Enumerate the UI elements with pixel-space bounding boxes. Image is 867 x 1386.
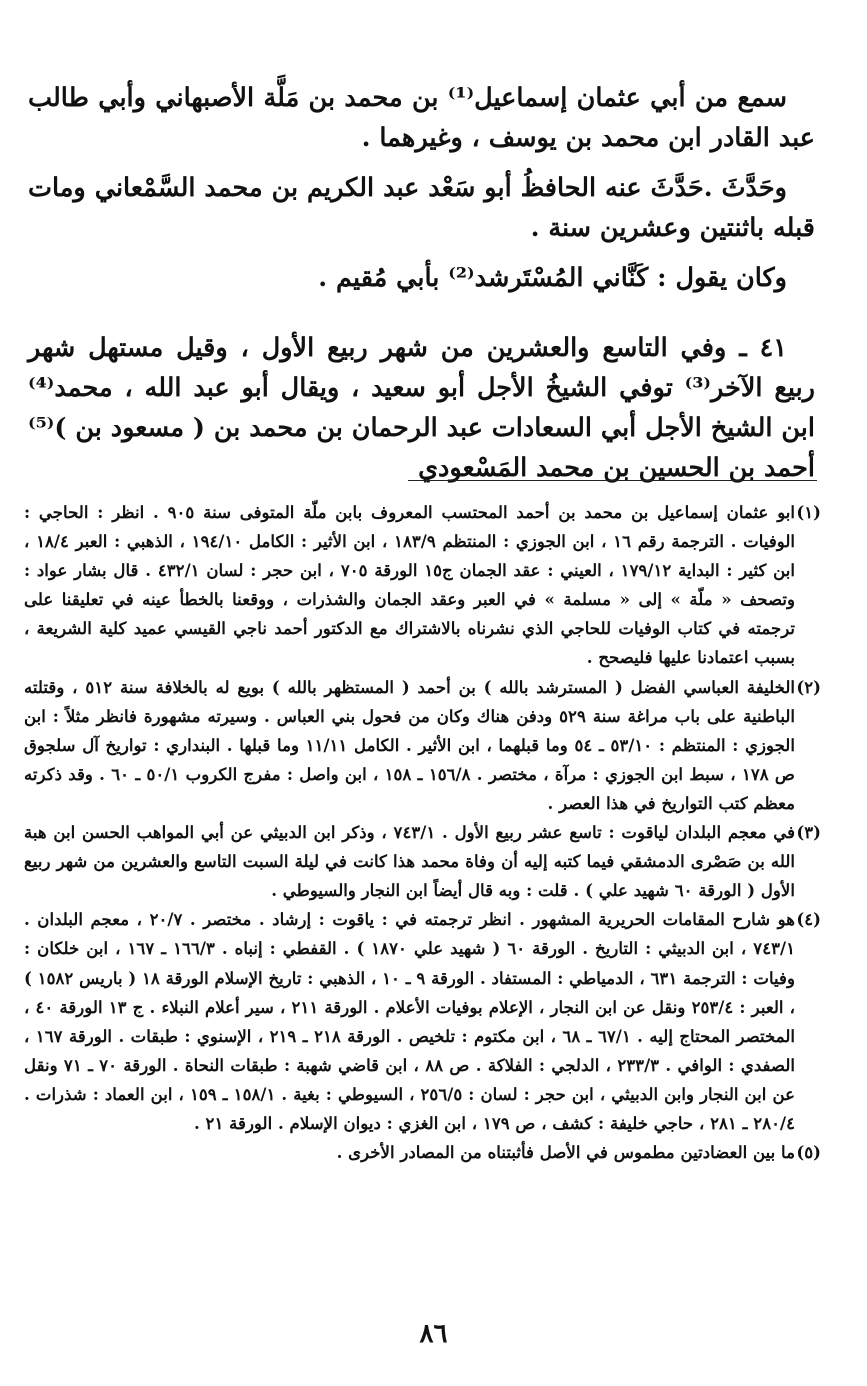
footnote-number: (١) (796, 502, 821, 522)
footnote-text: هو شارح المقامات الحريرية المشهور . انظر ترجمته في : ياقوت : إرشاد . مختصر . ٢٠/٧ ، معجم البلدان . ٧٤٣/١ ، ابن الدبيثي : التاريخ . الورقة ٦٠ ( شهيد علي ١٨٧٠ ) . القفطي : إنباه . ١٦٦/٣ ـ ١٦٧ ، ابن خلكان : وفيات : الترجمة ٦٣١ ، الدمياطي : المستفاد . الورقة ٩ ـ ١٠ ، الذهبي : تاريخ الإسلام الورقة ١٨ ( باريس ١٥٨٢ ) ، العبر : ٢٥٣/٤ ونقل عن ابن النجار ، الإعلام بوفيات الأعلام . الورقة ٢١١ ، سير أعلام النبلاء . ج ١٣ الورقة ٤٠ ، المختصر المحتاج إليه . ٦٧/١ ـ ٦٨ ، ابن مكتوم : تلخيص . الورقة ٢١٨ ـ ٢١٩ ، الإسنوي : طبقات . الورقة ١٦٧ ، الصفدي : الوافي . ٢٣٣/٣ ، الدلجي : الفلاكة . ص ٨٨ ، ابن قاضي شهبة : طبقات النحاة . الورقة ٧٠ ـ ٧١ ونقل عن ابن النجار وابن الدبيثي ، ابن حجر : لسان : ٢٥٦/٥ ، السيوطي : بغية . ١٥٨/١ ـ ١٥٩ ، ابن العماد : شذرات . ٢٨٠/٤ ـ ٢٨١ ، حاجي خليفة : كشف ، ص ١٧٩ ، ابن الغزي : ديوان الإسلام . الورقة ٢١ . (24, 909, 796, 1133)
footnote-text: الخليفة العباسي الفضل ( المسترشد بالله ) بن أحمد ( المستظهر بالله ) بويع له بالخلافة سنة ٥١٢ ، وقتلته الباطنية على باب مراغة سنة ٥٢٩ ودفن هناك وكان من فحول بني العباس . وسيرته مشهورة فانظر مثلاً : ابن الجوزي : المنتظم : ٥٣/١٠ ـ ٥٤ وما قبلهما ، ابن الأثير . الكامل ١١/١١ وما قبلها . البنداري : تواريخ آل سلجوق ص ١٧٨ ، سبط ابن الجوزي : مرآة ، مختصر . ١٥٦/٨ ـ ١٥٨ ، ابن واصل : مفرج الكروب ٥٠/١ ـ ٦٠ . وقد ذكرته معظم كتب التواريخ في هذا العصر . (24, 676, 795, 813)
footnotes (24, 498, 821, 1167)
footnote-number: (٤) (796, 909, 821, 930)
footnote-divider (408, 480, 817, 481)
footnote (24, 1138, 821, 1167)
footnote-text: ابو عثمان إسماعيل بن محمد بن أحمد المحتسب المعروف بابن ملّة المتوفى سنة ٩٠٥ . انظر : الحاجي : الوفيات . الترجمة رقم ١٦ ، ابن الجوزي : المنتظم ١٨٣/٩ ، ابن الأثير : الكامل ١٩٤/١٠ ، الذهبي : العبر ١٨/٤ ، ابن كثير : البداية ١٧٩/١٢ ، العيني : عقد الجمان ج١٥ الورقة ٧٠٥ ، ابن حجر : لسان ٤٣٢/١ . قال بشار عواد : وتصحف « ملّة » إلى « مسلمة » في العبر وعقد الجمان والشذرات ، ووقعنا بالخطأ عينه في تعليقنا على ترجمته في كتاب الوفيات للحاجي الذي نشرناه بالاشتراك مع الدكتور أحمد ناجي القيسي عميد كلية الشريعة ، بسبب اعتمادنا عليها فليصحح . (24, 502, 795, 668)
footnote-number: (٢) (796, 676, 821, 697)
biography-entry: ٤١ ـ وفي التاسع والعشرين من شهر ربيع الأول ، وقيل مستهل شهر ربيع الآخر⁽³⁾ توفي الشيخُ الأجل أبو سعيد ، ويقال أبو عبد الله ، محمد⁽⁴⁾ ابن الشيخ الأجل أبي السعادات عبد الرحمان بن محمد بن ( مسعود بن )⁽⁵⁾ أحمد بن الحسين بن محمد المَسْعودي (28, 333, 815, 483)
footnote-number: (٥) (796, 1142, 821, 1163)
footnote (24, 498, 821, 673)
footnote (24, 818, 821, 905)
paragraph: سمع من أبي عثمان إسماعيل⁽¹⁾ بن محمد بن مَلَّة الأصبهاني وأبي طالب عبد القادر ابن محمد بن يوسف ، وغيرهما . (28, 83, 815, 153)
footnote-text: ما بين العضادتين مطموس في الأصل فأثبتناه من المصادر الأخرى . (336, 1142, 795, 1163)
page-number: ٨٦ (419, 1319, 448, 1349)
footnote-text: في معجم البلدان لياقوت : تاسع عشر ربيع الأول . ٧٤٣/١ ، وذكر ابن الدبيثي عن أبي المواهب الحسن ابن هبة الله بن صَصْرى الدمشقي فيما كتبه إليه أن وفاة محمد هذا كانت في ليلة السبت التاسع والعشرين من شهر ربيع الأول ( الورقة ٦٠ شهيد علي ) . قلت : وبه قال أيضاً ابن النجار والسيوطي . (24, 822, 795, 901)
paragraph: وكان يقول : كَنَّاني المُسْتَرشد⁽²⁾ بأبي مُقيم . (318, 263, 787, 293)
footnote (24, 905, 821, 1138)
footnote-number: (٣) (796, 822, 821, 843)
main-text (28, 78, 815, 488)
footnote (24, 673, 821, 818)
paragraph: وحَدَّثَ .حَدَّثَ عنه الحافظُ أبو سَعْد عبد الكريم بن محمد السَّمْعاني ومات قبله باثنتين وعشرين سنة . (28, 173, 815, 243)
